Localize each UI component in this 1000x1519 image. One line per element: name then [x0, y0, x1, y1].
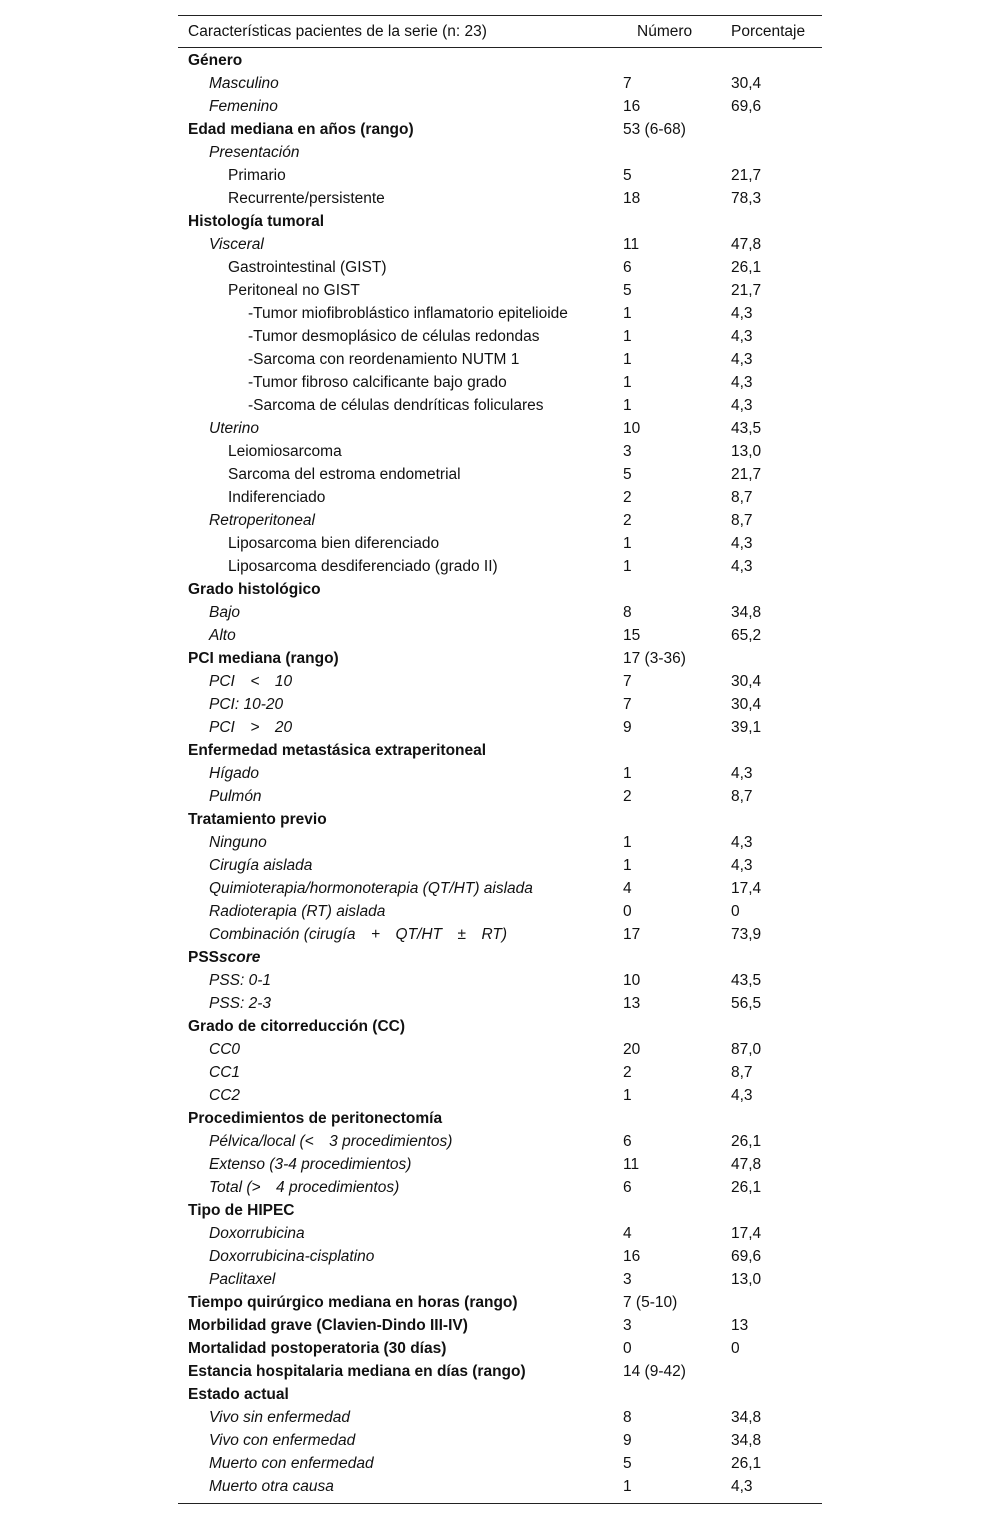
row-label	[188, 581, 321, 599]
row-number: 3	[623, 1317, 632, 1334]
row-label	[248, 305, 568, 323]
row-label	[188, 650, 339, 668]
row-number: 53 (6-68)	[623, 121, 686, 138]
row-label-text: CC1	[209, 1064, 241, 1081]
table-row	[178, 762, 822, 785]
row-label-text: Visceral	[209, 236, 264, 253]
row-label	[209, 926, 507, 944]
table-row	[178, 716, 822, 739]
row-label-text: CC0	[209, 1041, 241, 1058]
row-label	[228, 466, 461, 484]
table-row	[178, 486, 822, 509]
row-label-text: Doxorrubicina	[209, 1225, 305, 1242]
table-row	[178, 417, 822, 440]
row-number: 1	[623, 535, 632, 552]
row-label	[188, 1386, 289, 1404]
row-label-text: Tipo de HIPEC	[188, 1202, 295, 1219]
table-row	[178, 463, 822, 486]
row-label-text: Sarcoma del estroma endometrial	[228, 466, 461, 483]
row-label-text: Paclitaxel	[209, 1271, 276, 1288]
row-label-text: Total (> 4 procedimientos)	[209, 1179, 400, 1196]
table-row	[178, 141, 822, 164]
row-label-text: CC2	[209, 1087, 241, 1104]
row-number: 2	[623, 788, 632, 805]
table-bottom-rule	[178, 1503, 822, 1504]
row-label	[209, 719, 292, 737]
row-number: 6	[623, 259, 632, 276]
row-percent: 30,4	[731, 673, 762, 690]
row-number: 7	[623, 696, 632, 713]
table-row	[178, 946, 822, 969]
row-number: 9	[623, 1432, 632, 1449]
row-number: 11	[623, 1156, 640, 1173]
row-number: 0	[623, 903, 632, 920]
table-row	[178, 969, 822, 992]
row-label-text: Liposarcoma desdiferenciado (grado II)	[228, 558, 498, 575]
table-row	[178, 555, 822, 578]
row-percent: 30,4	[731, 75, 762, 92]
row-number: 1	[623, 765, 632, 782]
row-label-text: Género	[188, 52, 243, 69]
row-percent: 78,3	[731, 190, 762, 207]
row-label	[209, 1432, 355, 1450]
row-percent: 4,3	[731, 765, 753, 782]
row-number: 13	[623, 995, 641, 1012]
row-number: 1	[623, 1478, 632, 1495]
table-row	[178, 624, 822, 647]
row-number: 5	[623, 466, 632, 483]
row-label-text: PCI < 10	[209, 673, 293, 690]
table-row	[178, 1061, 822, 1084]
row-label	[209, 1087, 240, 1105]
row-percent: 8,7	[731, 788, 753, 805]
row-label-text: Doxorrubicina-cisplatino	[209, 1248, 375, 1265]
row-percent: 34,8	[731, 1432, 762, 1449]
row-number: 15	[623, 627, 641, 644]
row-number: 9	[623, 719, 632, 736]
table-row	[178, 394, 822, 417]
row-percent: 21,7	[731, 466, 762, 483]
table-row	[178, 509, 822, 532]
row-label-text: Radioterapia (RT) aislada	[209, 903, 386, 920]
row-percent: 8,7	[731, 512, 753, 529]
table-row	[178, 1038, 822, 1061]
row-number: 4	[623, 880, 632, 897]
row-label	[188, 742, 486, 760]
row-percent: 4,3	[731, 1087, 753, 1104]
table-row	[178, 647, 822, 670]
row-percent: 4,3	[731, 374, 753, 391]
row-label	[209, 857, 312, 875]
table-row	[178, 1268, 822, 1291]
row-number: 6	[623, 1179, 632, 1196]
table-row	[178, 371, 822, 394]
row-number: 7 (5-10)	[623, 1294, 678, 1311]
row-label	[228, 489, 325, 507]
row-label	[228, 443, 342, 461]
row-number: 0	[623, 1340, 632, 1357]
table-row	[178, 1475, 822, 1498]
row-label	[228, 535, 439, 553]
row-percent: 69,6	[731, 1248, 762, 1265]
table-row	[178, 831, 822, 854]
row-label-text: Combinación (cirugía + QT/HT ± RT)	[209, 926, 508, 943]
row-percent: 26,1	[731, 1455, 762, 1472]
row-percent: 30,4	[731, 696, 762, 713]
row-label	[209, 972, 271, 990]
row-label	[209, 1271, 275, 1289]
row-number: 16	[623, 1248, 641, 1265]
row-label-text: Pélvica/local (< 3 procedimientos)	[209, 1133, 453, 1150]
row-number: 10	[623, 420, 641, 437]
row-label-text: Enfermedad metastásica extraperitoneal	[188, 742, 487, 759]
row-percent: 4,3	[731, 834, 753, 851]
row-number: 1	[623, 351, 632, 368]
row-label	[188, 1202, 295, 1220]
table-row	[178, 532, 822, 555]
table-row	[178, 739, 822, 762]
row-label-text: -Sarcoma con reordenamiento NUTM 1	[248, 351, 520, 368]
row-percent: 87,0	[731, 1041, 762, 1058]
row-number: 16	[623, 98, 641, 115]
table-row	[178, 877, 822, 900]
table-row	[178, 440, 822, 463]
row-label	[228, 190, 385, 208]
row-number: 7	[623, 673, 632, 690]
row-label	[228, 167, 286, 185]
row-label	[188, 1294, 518, 1312]
row-percent: 4,3	[731, 305, 753, 322]
row-number: 8	[623, 604, 632, 621]
row-percent: 4,3	[731, 328, 753, 345]
row-percent: 17,4	[731, 1225, 762, 1242]
table-row	[178, 601, 822, 624]
row-label	[209, 903, 385, 921]
row-percent: 26,1	[731, 1133, 762, 1150]
row-number: 1	[623, 374, 632, 391]
row-label-text: PSS	[188, 949, 220, 966]
row-label-text: Morbilidad grave (Clavien-Dindo III-IV)	[188, 1317, 468, 1334]
row-label	[188, 811, 327, 829]
row-percent: 73,9	[731, 926, 762, 943]
row-number: 6	[623, 1133, 632, 1150]
row-label-text: PSS: 2-3	[209, 995, 272, 1012]
row-label	[209, 420, 259, 438]
row-label	[209, 1064, 240, 1082]
row-label	[209, 834, 267, 852]
row-label	[209, 144, 299, 162]
row-label-text: Hígado	[209, 765, 259, 782]
row-percent: 56,5	[731, 995, 762, 1012]
row-label	[209, 673, 292, 691]
row-label-text: Quimioterapia/hormonoterapia (QT/HT) aislada	[209, 880, 533, 897]
row-label-text: Edad mediana en años (rango)	[188, 121, 414, 138]
row-label	[188, 213, 324, 231]
row-label-text: Uterino	[209, 420, 259, 437]
row-label-text: Peritoneal no GIST	[228, 282, 360, 299]
row-label-text: Bajo	[209, 604, 241, 621]
row-percent: 69,6	[731, 98, 762, 115]
row-label	[209, 788, 262, 806]
row-percent: 4,3	[731, 857, 753, 874]
row-label-text: Tratamiento previo	[188, 811, 327, 828]
table-row	[178, 325, 822, 348]
row-label	[209, 1248, 374, 1266]
row-number: 17	[623, 926, 641, 943]
table-row	[178, 1429, 822, 1452]
table-row	[178, 1452, 822, 1475]
row-number: 8	[623, 1409, 632, 1426]
row-number: 5	[623, 282, 632, 299]
row-label	[209, 696, 283, 714]
row-label	[228, 259, 387, 277]
table-row	[178, 1245, 822, 1268]
row-label-text: Pulmón	[209, 788, 262, 805]
table-row	[178, 1153, 822, 1176]
table-row	[178, 256, 822, 279]
row-percent: 13,0	[731, 1271, 762, 1288]
row-label-text: Indiferenciado	[228, 489, 326, 506]
row-number: 18	[623, 190, 641, 207]
row-number: 2	[623, 1064, 632, 1081]
row-label	[209, 1041, 240, 1059]
table-row	[178, 1360, 822, 1383]
row-label	[209, 75, 279, 93]
table-row	[178, 670, 822, 693]
row-number: 5	[623, 167, 632, 184]
row-percent: 43,5	[731, 420, 762, 437]
row-percent: 17,4	[731, 880, 762, 897]
row-label-text: Mortalidad postoperatoria (30 días)	[188, 1340, 447, 1357]
row-label-text: -Sarcoma de células dendríticas foliculares	[248, 397, 544, 414]
table-row	[178, 1084, 822, 1107]
table-row	[178, 1015, 822, 1038]
row-label-text: Masculino	[209, 75, 279, 92]
row-percent: 34,8	[731, 604, 762, 621]
row-label-text: Tiempo quirúrgico mediana en horas (rango)	[188, 1294, 518, 1311]
table-row	[178, 72, 822, 95]
table-body	[178, 49, 822, 1498]
row-label	[209, 1179, 399, 1197]
row-number: 14 (9-42)	[623, 1363, 686, 1380]
table-row	[178, 992, 822, 1015]
table-row	[178, 1176, 822, 1199]
row-label	[209, 765, 259, 783]
row-percent: 4,3	[731, 1478, 753, 1495]
row-number: 1	[623, 1087, 632, 1104]
row-percent: 0	[731, 1340, 740, 1357]
row-label-text: PSS: 0-1	[209, 972, 272, 989]
row-label	[209, 1225, 305, 1243]
row-label-text: Femenino	[209, 98, 278, 115]
table-row	[178, 900, 822, 923]
row-label-text: Estancia hospitalaria mediana en días (rango)	[188, 1363, 526, 1380]
row-label-text: Alto	[209, 627, 236, 644]
row-number: 17 (3-36)	[623, 650, 686, 667]
row-label-text: Recurrente/persistente	[228, 190, 385, 207]
table-row	[178, 1383, 822, 1406]
row-label-text: Leiomiosarcoma	[228, 443, 342, 460]
row-label-text: Estado actual	[188, 1386, 289, 1403]
row-percent: 34,8	[731, 1409, 762, 1426]
row-percent: 21,7	[731, 282, 762, 299]
row-number: 1	[623, 305, 632, 322]
table-row	[178, 1222, 822, 1245]
row-label-text: Histología tumoral	[188, 213, 325, 230]
row-number: 2	[623, 512, 632, 529]
row-label-text: Extenso (3-4 procedimientos)	[209, 1156, 412, 1173]
row-label	[188, 1110, 442, 1128]
table-row	[178, 808, 822, 831]
table-row	[178, 1337, 822, 1360]
row-number: 4	[623, 1225, 632, 1242]
row-number: 1	[623, 397, 632, 414]
table-row	[178, 95, 822, 118]
row-number: 1	[623, 857, 632, 874]
row-label-text: Retroperitoneal	[209, 512, 315, 529]
row-number: 1	[623, 328, 632, 345]
row-number: 7	[623, 75, 632, 92]
row-percent: 0	[731, 903, 740, 920]
row-label-text: PCI: 10-20	[209, 696, 284, 713]
row-percent: 65,2	[731, 627, 762, 644]
row-label-text: PCI > 20	[209, 719, 293, 736]
row-percent: 8,7	[731, 489, 753, 506]
patient-characteristics-table	[178, 15, 822, 1504]
row-label-text: Ninguno	[209, 834, 267, 851]
table-header	[178, 16, 822, 47]
row-percent: 8,7	[731, 1064, 753, 1081]
table-row	[178, 164, 822, 187]
table-row	[178, 1107, 822, 1130]
header-percent: Porcentaje	[731, 23, 806, 40]
row-label-text: Grado histológico	[188, 581, 321, 598]
table-row	[178, 49, 822, 72]
table-row	[178, 854, 822, 877]
row-label	[209, 880, 533, 898]
row-label-text: PCI mediana (rango)	[188, 650, 339, 667]
table-row	[178, 210, 822, 233]
row-number: 5	[623, 1455, 632, 1472]
table-row	[178, 1406, 822, 1429]
row-label	[248, 328, 540, 346]
row-label	[228, 558, 498, 576]
row-label	[188, 1340, 446, 1358]
table-row	[178, 118, 822, 141]
row-label	[188, 949, 260, 967]
row-label	[248, 351, 519, 369]
table-row	[178, 1291, 822, 1314]
row-label	[209, 512, 315, 530]
header-number: Número	[637, 23, 693, 40]
row-percent: 4,3	[731, 558, 753, 575]
row-label-text: Gastrointestinal (GIST)	[228, 259, 387, 276]
row-percent: 26,1	[731, 259, 762, 276]
row-label	[209, 627, 236, 645]
row-label	[209, 1133, 452, 1151]
table-row	[178, 693, 822, 716]
row-label	[228, 282, 360, 300]
row-label-text: Vivo con enfermedad	[209, 1432, 356, 1449]
row-number: 11	[623, 236, 640, 253]
row-percent: 21,7	[731, 167, 762, 184]
row-label	[209, 98, 278, 116]
row-number: 20	[623, 1041, 641, 1058]
row-label	[209, 1409, 350, 1427]
table-row	[178, 302, 822, 325]
row-label	[248, 397, 544, 415]
row-number: 1	[623, 558, 632, 575]
row-label-text: Liposarcoma bien diferenciado	[228, 535, 440, 552]
row-label-text: -Tumor miofibroblástico inflamatorio epitelioide	[248, 305, 568, 322]
row-percent: 4,3	[731, 397, 753, 414]
row-label	[209, 1455, 374, 1473]
row-label-text: -Tumor desmoplásico de células redondas	[248, 328, 540, 345]
row-percent: 43,5	[731, 972, 762, 989]
row-number: 3	[623, 443, 632, 460]
row-label	[209, 1156, 411, 1174]
row-label-text: Muerto con enfermedad	[209, 1455, 374, 1472]
row-percent: 47,8	[731, 1156, 762, 1173]
row-label-text: Cirugía aislada	[209, 857, 313, 874]
row-label-text: Vivo sin enfermedad	[209, 1409, 351, 1426]
table-row	[178, 923, 822, 946]
table-row	[178, 279, 822, 302]
row-label	[209, 995, 271, 1013]
row-label	[188, 1018, 405, 1036]
row-percent: 4,3	[731, 535, 753, 552]
table-row	[178, 1130, 822, 1153]
row-percent: 4,3	[731, 351, 753, 368]
row-label	[209, 604, 240, 622]
row-label	[188, 52, 242, 70]
row-label	[209, 236, 264, 254]
table-row	[178, 785, 822, 808]
table-row	[178, 233, 822, 256]
row-label-text: Procedimientos de peritonectomía	[188, 1110, 443, 1127]
row-number: 2	[623, 489, 632, 506]
row-percent: 13	[731, 1317, 749, 1334]
header-characteristic: Características pacientes de la serie (n: 23)	[188, 23, 487, 40]
row-label	[188, 121, 414, 139]
row-percent: 47,8	[731, 236, 762, 253]
row-number: 1	[623, 834, 632, 851]
row-number: 3	[623, 1271, 632, 1288]
table-row	[178, 578, 822, 601]
table-row	[178, 187, 822, 210]
table-row	[178, 1199, 822, 1222]
row-label	[188, 1317, 468, 1335]
row-percent: 13,0	[731, 443, 762, 460]
row-label	[248, 374, 507, 392]
row-label-text: -Tumor fibroso calcificante bajo grado	[248, 374, 507, 391]
row-percent: 39,1	[731, 719, 762, 736]
row-label	[188, 1363, 526, 1381]
row-label-text: Primario	[228, 167, 286, 184]
row-label	[209, 1478, 334, 1496]
row-label-suffix: score	[219, 949, 261, 966]
row-number: 10	[623, 972, 641, 989]
table-row	[178, 348, 822, 371]
row-label-text: Muerto otra causa	[209, 1478, 334, 1495]
row-label-text: Grado de citorreducción (CC)	[188, 1018, 406, 1035]
row-percent: 26,1	[731, 1179, 762, 1196]
row-label-text: Presentación	[209, 144, 300, 161]
table-row	[178, 1314, 822, 1337]
